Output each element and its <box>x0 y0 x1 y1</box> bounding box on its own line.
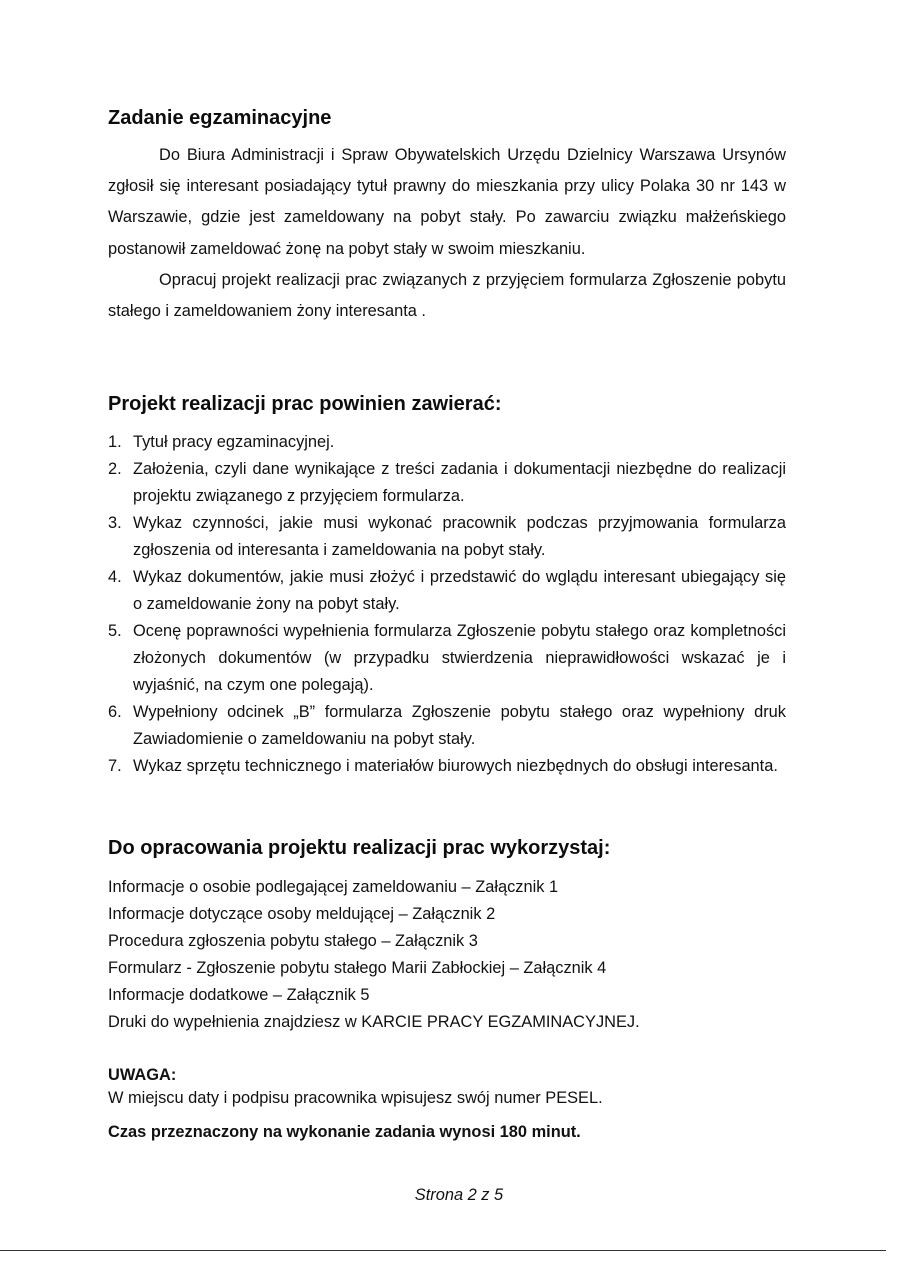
time-limit-text: Czas przeznaczony na wykonanie zadania wynosi 180 minut. <box>108 1123 581 1141</box>
task-paragraph-1: Do Biura Administracji i Spraw Obywatelskich Urzędu Dzielnicy Warszawa Ursynów zgłosił się interesant posiadający tytuł prawny do mieszkania przy ulicy Polaka 30 nr 143 w Warszawie, gdzie jest zameldowany na pobyt stały. Po zawarciu związku małżeńskiego postanowił zameldować żonę na pobyt stały w swoim mieszkaniu. <box>108 146 786 258</box>
list-item-text: Ocenę poprawności wypełnienia formularza Zgłoszenie pobytu stałego oraz kompletności złożonych dokumentów (w przypadku stwierdzenia nieprawidłowości wskazać je i wyjaśnić, na czym one polegają). <box>133 622 786 694</box>
note-title: UWAGA: <box>108 1066 177 1084</box>
list-item-number: 1. <box>108 433 122 451</box>
list-item-text: Założenia, czyli dane wynikające z treści zadania i dokumentacji niezbędne do realizacji projektu związanego z przyjęciem formularza. <box>133 460 786 505</box>
bottom-divider <box>0 1250 886 1251</box>
list-item-number: 3. <box>108 514 122 532</box>
note-text: W miejscu daty i podpisu pracownika wpisujesz swój numer PESEL. <box>108 1089 603 1107</box>
materials-item: Procedura zgłoszenia pobytu stałego – Załącznik 3 <box>108 932 478 950</box>
list-item-number: 5. <box>108 622 122 640</box>
list-item-number: 6. <box>108 703 122 721</box>
materials-item: Informacje o osobie podlegającej zameldowaniu – Załącznik 1 <box>108 878 559 896</box>
list-item-text: Tytuł pracy egzaminacyjnej. <box>133 433 335 451</box>
list-item <box>108 618 786 699</box>
list-item <box>108 699 786 753</box>
list-item <box>108 429 786 456</box>
list-item <box>108 456 786 510</box>
task-description <box>108 140 786 327</box>
materials-item: Informacje dotyczące osoby meldującej – Załącznik 2 <box>108 905 496 923</box>
requirements-list <box>108 429 786 780</box>
list-item-number: 4. <box>108 568 122 586</box>
list-item-text: Wykaz czynności, jakie musi wykonać pracownik podczas przyjmowania formularza zgłoszenia od interesanta i zameldowania na pobyt stały. <box>133 514 786 559</box>
list-item-text: Wykaz dokumentów, jakie musi złożyć i przedstawić do wglądu interesant ubiegający się o zameldowanie żony na pobyt stały. <box>133 568 786 613</box>
materials-item: Informacje dodatkowe – Załącznik 5 <box>108 986 370 1004</box>
list-item-number: 7. <box>108 757 122 775</box>
materials-item: Druki do wypełnienia znajdziesz w KARCIE PRACY EGZAMINACYJNEJ. <box>108 1013 640 1031</box>
materials-heading: Do opracowania projektu realizacji prac wykorzystaj: <box>108 837 611 859</box>
project-heading: Projekt realizacji prac powinien zawierać: <box>108 393 502 415</box>
list-item-text: Wypełniony odcinek „B” formularza Zgłoszenie pobytu stałego oraz wypełniony druk Zawiadomienie o zameldowaniu na pobyt stały. <box>133 703 786 748</box>
materials-list <box>108 874 640 1036</box>
task-heading: Zadanie egzaminacyjne <box>108 107 332 129</box>
list-item <box>108 564 786 618</box>
list-item-text: Wykaz sprzętu technicznego i materiałów biurowych niezbędnych do obsługi interesanta. <box>133 757 778 775</box>
page-number: Strona 2 z 5 <box>414 1186 504 1204</box>
list-item <box>108 510 786 564</box>
list-item <box>108 753 786 780</box>
task-paragraph-2: Opracuj projekt realizacji prac związanych z przyjęciem formularza Zgłoszenie pobytu stałego i zameldowaniem żony interesanta . <box>108 270 786 321</box>
materials-item: Formularz - Zgłoszenie pobytu stałego Marii Zabłockiej – Załącznik 4 <box>108 959 607 977</box>
list-item-number: 2. <box>108 460 122 478</box>
